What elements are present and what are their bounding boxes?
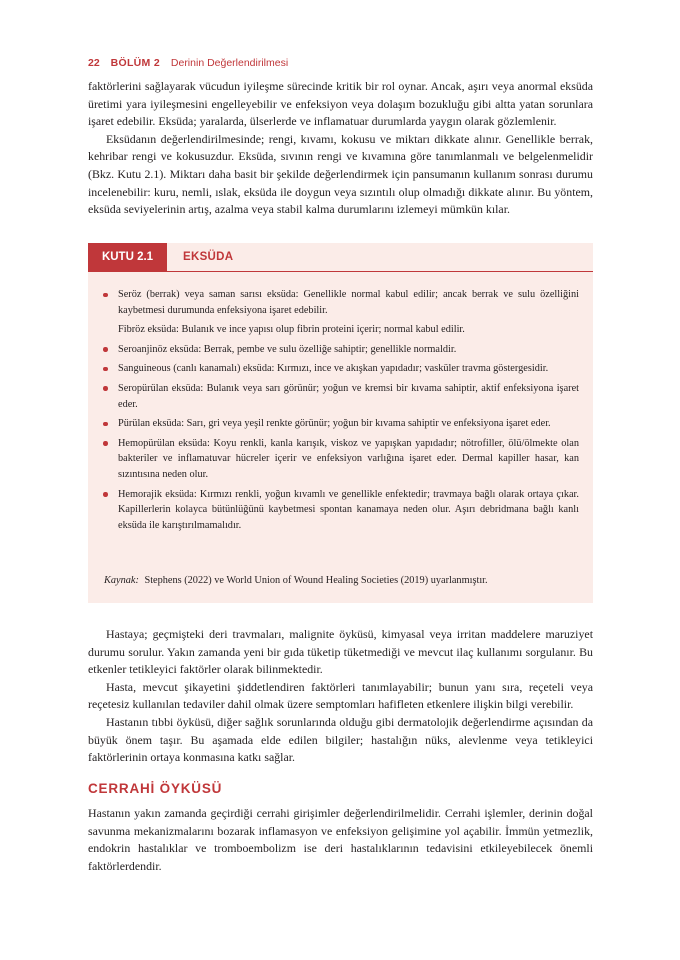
box-title: EKSÜDA — [183, 251, 234, 263]
box-label: KUTU 2.1 — [88, 243, 167, 271]
box-header — [88, 243, 593, 272]
paragraph: Eksüdanın değerlendirilmesinde; rengi, kıvamı, kokusu ve miktarı dikkate alınır. Genellikle berrak, kehribar rengi ve kokusuzdur. Eksüda, sıvının rengi ve kıvamına göre tanımlanmalı ve belgelenmelidir (Bkz. Kutu 2.1). Miktarı daha basit bir şekilde değerlendirmek için pansumanın kullanım sonrası durumu incelenebilir: kuru, nemli, ıslak, eksüda ile doygun veya sızıntılı olup olmadığı dikkate alınır. Bu yöntem, eksüda seviyelerinin artış, azalma veya stabil kalma durumlarını izlemeyi mümkün kılar. — [88, 131, 593, 217]
list-item: Fibröz eksüda: Bulanık ve ince yapısı olup fibrin proteini içerir; normal kabul edilir. — [118, 324, 465, 336]
source-text: Stephens (2022) ve World Union of Wound Healing Societies (2019) uyarlanmıştır. — [144, 575, 488, 586]
intro-text — [88, 78, 593, 219]
list-item: Seropürülan eksüda: Bulanık veya sarı görünür; yoğun ve kremsi bir kıvama sahiptir, aktif enfeksiyona işaret eder. — [88, 381, 593, 412]
source-label: Kaynak: — [104, 575, 139, 586]
history-text — [88, 626, 593, 767]
running-header — [88, 57, 598, 69]
page-number: 22 — [88, 57, 100, 69]
paragraph: Hastanın yakın zamanda geçirdiği cerrahi girişimler değerlendirilmelidir. Cerrahi işlemler, derinin doğal savunma mekanizmalarını bozarak inflamasyon ve enfeksiyon gelişimine yol açabilir. İmmün yetmezlik, endokrin hastalıklar ve tromboembolizm ise deri hastalıklarının tedavisini etkileyebilecek önemli faktörlerdendir. — [88, 806, 593, 873]
exudate-list — [88, 287, 593, 537]
paragraph: faktörlerini sağlayarak vücudun iyileşme sürecinde kritik bir rol oynar. Ancak, aşırı veya anormal eksüda üretimi yara iyileşmesini engelleyebilir ve enfeksiyon veya dolaşım bozukluğu gibi altta yatan sorunlara işaret edebilir. Eksüda; yaralarda, ülserlerde ve inflamatuar durumlarda yaygın olarak gözlemlenir. — [88, 79, 593, 129]
surgical-history-text — [88, 805, 593, 875]
list-item: Sanguineous (canlı kanamalı) eksüda: Kırmızı, ince ve akışkan yapıdadır; vasküler travma göstergesidir. — [88, 361, 593, 377]
box-source — [104, 573, 584, 588]
chapter-title: Derinin Değerlendirilmesi — [170, 57, 289, 69]
list-item: Seroanjinöz eksüda: Berrak, pembe ve sulu özelliğe sahiptir; genellikle normaldir. — [88, 342, 593, 358]
paragraph: Hastaya; geçmişteki deri travmaları, malignite öyküsü, kimyasal veya irritan maddelere maruziyet durumu sorulur. Yakın zamanda yeni bir gıda tüketip tüketmediği ve mevcut ilaç kullanımı sorgulanır. Bu etkenler tetikleyici faktörler olarak bilinmektedir. — [88, 627, 593, 677]
list-item: Seröz (berrak) veya saman sarısı eksüda: Genellikle normal kabul edilir; ancak berrak ve sulu özelliğini kaybetmesi durumunda enfeksiyona işaret edebilir. — [88, 287, 593, 318]
list-item: Pürülan eksüda: Sarı, gri veya yeşil renkte görünür; yoğun bir kıvama sahiptir ve enfeksiyona işaret eder. — [88, 416, 593, 432]
section-title: CERRAHİ ÖYKÜSÜ — [88, 781, 223, 796]
list-item: Hemopürülan eksüda: Koyu renkli, kanla karışık, viskoz ve yapışkan yapıdadır; nötrofiller, ölü/ölmekte olan bakteriler ve inflamatuvar hücreler içerir ve enfeksiyon varlığına işaret eder. Dermal kapiller hasar, kan sızıntısına neden olur. — [88, 436, 593, 483]
paragraph: Hastanın tıbbi öyküsü, diğer sağlık sorunlarında olduğu gibi dermatolojik değerlendirme açısından da büyük önem taşır. Bu aşamada elde edilen bilgiler; hastalığın nüks, alevlenme veya tetikleyici faktörlerinin ortaya konmasına katkı sağlar. — [88, 714, 593, 765]
paragraph: Hasta, mevcut şikayetini şiddetlendiren faktörleri tanımlayabilir; bunun yanı sıra, reçeteli veya reçetesiz kullanılan tedaviler dahil olmak üzere semptomları hafifleten etkenlere ilişkin bilgi verebilir. — [88, 679, 593, 712]
exudate-box — [88, 243, 593, 603]
list-item: Hemorajik eksüda: Kırmızı renkli, yoğun kıvamlı ve genellikle enfektedir; travmaya bağlı olarak ortaya çıkar. Kapillerlerin kolayca bütünlüğünü kaybetmesi spontan kanamaya neden olur. Aşırı debridmana bağlı kanlı eksüda ile karıştırılmamalıdır. — [88, 487, 593, 534]
chapter-label: BÖLÜM 2 — [110, 57, 160, 69]
